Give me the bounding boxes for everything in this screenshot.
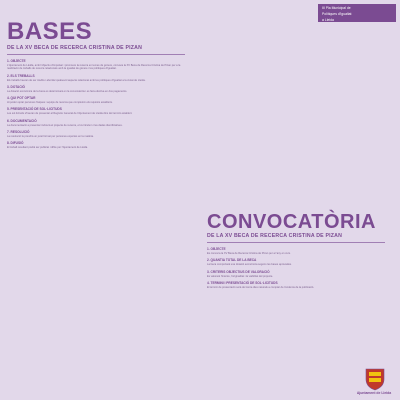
convocatoria-sections xyxy=(207,247,385,289)
banner-line-1: III Pla Municipal de xyxy=(322,6,351,10)
section-heading: 2. QUANTIA TOTAL DE LA BECA xyxy=(207,258,257,263)
section-heading: 2. ELS TREBALLS xyxy=(7,73,35,78)
section-text: El termini de presentació serà de trenta dies naturals a comptar de l'endemà de la publicació. xyxy=(207,285,315,289)
section-heading: 7. RESOLUCIÓ xyxy=(7,130,30,135)
section-heading: 8. DIFUSIÓ xyxy=(7,141,24,146)
convocatoria-intro xyxy=(207,24,385,202)
section-text: La dotació econòmica de la beca es determinarà en la convocatòria i es farà efectiva en dos pagaments. xyxy=(7,89,128,93)
divider xyxy=(207,242,385,243)
section-text: Es valorarà l'interès, l'originalitat i la viabilitat del projecte. xyxy=(207,274,274,278)
bases-sections xyxy=(7,59,185,150)
section-text: Es convoca la XV Beca de Recerca Cristina de Pizan per a l'any en curs. xyxy=(207,252,291,255)
section-heading: 3. CRITERIS OBJECTIUS DE VALORACIÓ xyxy=(207,269,270,274)
section-text: La beca comportarà una dotació econòmica segons les bases aprovades. xyxy=(207,263,292,267)
section-heading: 1. OBJECTE xyxy=(7,59,26,63)
section-heading: 4. TERMINI I PRESENTACIÓ DE SOL·LICITUDS xyxy=(207,280,278,285)
plan-banner xyxy=(318,4,396,22)
convocatoria-subtitle: DE LA XV BECA DE RECERCA CRISTINA DE PIZAN xyxy=(207,233,343,239)
section-heading: 6. DOCUMENTACIÓ xyxy=(7,118,37,123)
banner-line-3: a Lleida xyxy=(322,18,334,22)
section-text: Els treballs hauran de ser inèdits i abordar qualsevol aspecte relacionat amb les polítiques d'igualtat a la ciutat de Lleida. xyxy=(7,78,146,82)
section-text: La documentació a presentar inclourà el projecte de recerca, el currículum i les dades identificatives. xyxy=(7,123,123,127)
section-text: Les sol·licituds s'hauran de presentar al Registre General de l'Ajuntament de Lleida dins del termini establert. xyxy=(7,112,133,116)
section-heading: 5. PRESENTACIÓ DE SOL·LICITUDS xyxy=(7,107,62,112)
section-heading: 1. OBJECTE xyxy=(207,247,226,251)
bases-subtitle: DE LA XV BECA DE RECERCA CRISTINA DE PIZAN xyxy=(7,45,143,51)
bases-column xyxy=(7,20,185,150)
convocatoria-title: CONVOCATÒRIA xyxy=(207,211,376,233)
city-crest-icon xyxy=(364,367,386,391)
banner-line-2: Polítiques d'Igualtat xyxy=(322,12,352,16)
divider xyxy=(7,54,185,55)
section-text: L'Ajuntament de Lleida, amb l'objectiu d'impulsar i promoure la recerca en temes de gènere, convoca la XV Beca de Recerca Cristina de Pizan per a la realització de treballs de recerca relacionats amb la igualtat de gènere i les polítiques d'igualtat. xyxy=(7,64,181,71)
convocatoria-column xyxy=(207,212,385,289)
section-text: Hi poden optar persones físiques i equips de recerca que compleixin els requisits establerts. xyxy=(7,101,113,105)
section-heading: 3. DOTACIÓ xyxy=(7,84,26,89)
bases-title: BASES xyxy=(7,18,93,45)
section-heading: 4. QUI POT OPTAR xyxy=(7,96,36,101)
convocatoria-column-top xyxy=(207,24,385,202)
section-text: La resolució la prendrà un jurat format per persones expertes en la matèria. xyxy=(7,135,94,139)
org-name: Ajuntament de Lleida xyxy=(356,391,392,395)
section-text: El treball resultant podrà ser publicat i difós per l'Ajuntament de Lleida. xyxy=(7,146,88,150)
